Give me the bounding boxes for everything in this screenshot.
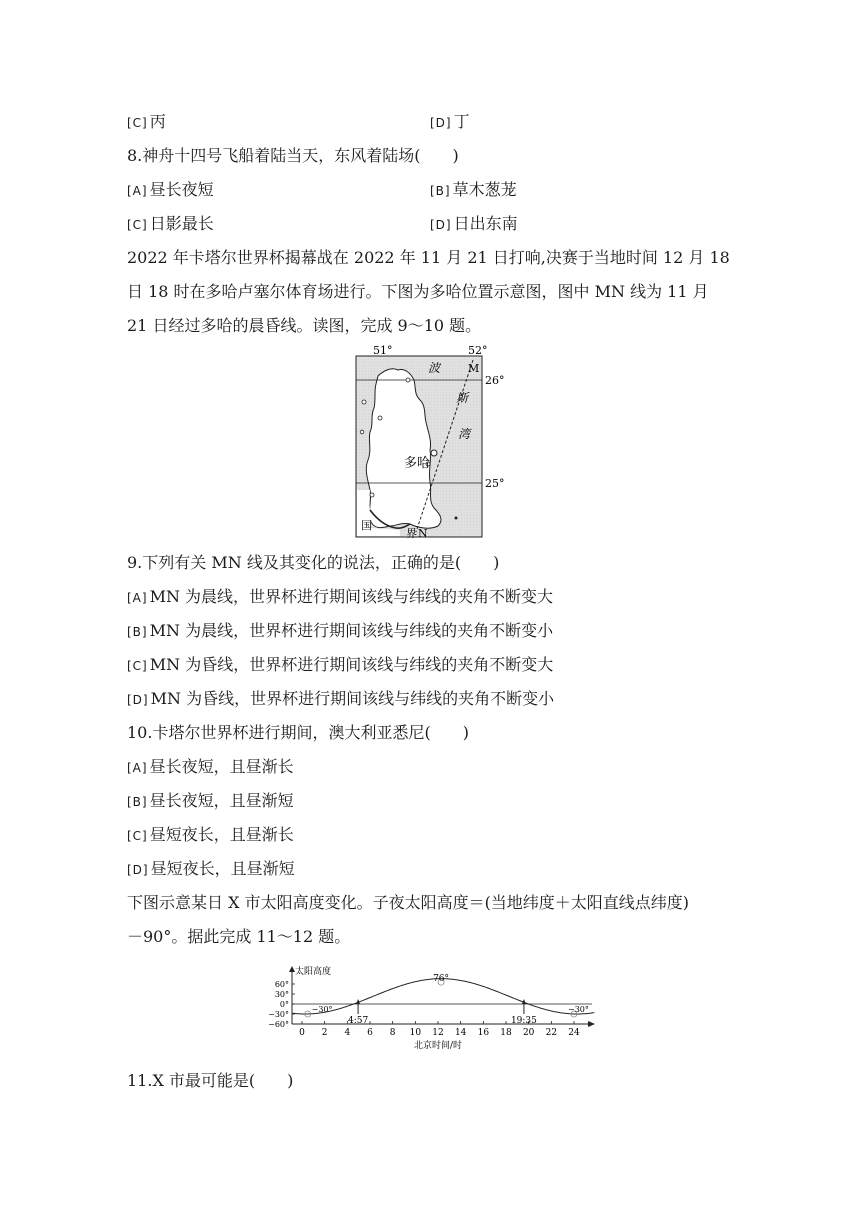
- x-tick-label: 0: [299, 1028, 305, 1038]
- option-tag: [C]: [127, 218, 148, 232]
- island: [362, 400, 366, 404]
- option-text: MN 为昏线，世界杯进行期间该线与纬线的夹角不断变小: [150, 689, 555, 708]
- y-tick-label: −30°: [268, 1010, 289, 1019]
- x-tick-label: 22: [545, 1028, 558, 1038]
- x-tick-label: 8: [389, 1028, 396, 1038]
- town-marker: [370, 493, 374, 497]
- x-axis-arrow: [588, 1021, 595, 1027]
- material2-line-1: 下图示意某日 X 市太阳高度变化。子夜太阳高度＝(当地纬度＋太阳直线点纬度): [127, 893, 690, 912]
- lat-label-top: 26°: [485, 374, 505, 387]
- q7-option-d[interactable]: [430, 110, 470, 135]
- option-text: 昼长夜短: [149, 180, 214, 199]
- sunset-label: 19:35: [510, 1016, 537, 1026]
- max-label: 76°: [433, 974, 450, 984]
- option-text: 昼长夜短，且昼渐短: [149, 791, 294, 810]
- q10-stem: 10.卡塔尔世界杯进行期间，澳大利亚悉尼( ): [127, 723, 469, 742]
- option-text: 日影最长: [149, 214, 214, 233]
- x-axis-label: 北京时间/时: [413, 1041, 463, 1051]
- y-tick-label: 60°: [274, 980, 289, 989]
- material1-line-1: 2022 年卡塔尔世界杯揭幕战在 2022 年 11 月 21 日打响,决赛于当地时间 12 月 18: [127, 248, 730, 267]
- q9-option-b[interactable]: [127, 619, 553, 644]
- option-text: 草木葱茏: [452, 180, 517, 199]
- min-label-left: −30°: [311, 1005, 333, 1014]
- q10-option-c[interactable]: [127, 823, 294, 848]
- q8-option-a[interactable]: [127, 178, 214, 203]
- sea-label-2: 斯: [456, 391, 469, 405]
- city-label: 多哈: [404, 456, 431, 471]
- y-tick-label: −60°: [268, 1020, 289, 1029]
- x-tick-label: 20: [522, 1028, 535, 1038]
- doha-marker: [431, 450, 437, 456]
- option-tag: [B]: [127, 795, 148, 809]
- option-tag: [D]: [430, 116, 452, 130]
- material2-line-2: －90°。据此完成 11～12 题。: [127, 927, 351, 946]
- q9-option-a[interactable]: [127, 585, 553, 610]
- option-tag: [A]: [127, 591, 148, 605]
- x-tick-label: 6: [367, 1028, 373, 1038]
- town-marker: [378, 416, 382, 420]
- option-tag: [B]: [430, 184, 451, 198]
- q8-option-d[interactable]: [430, 212, 518, 237]
- q9-option-d[interactable]: [127, 687, 554, 712]
- x-tick-label: 10: [409, 1028, 422, 1038]
- option-text: MN 为昏线，世界杯进行期间该线与纬线的夹角不断变大: [149, 655, 554, 674]
- x-tick-label: 14: [454, 1028, 467, 1038]
- min-label-right: −30°: [568, 1005, 589, 1014]
- point-n-label: N: [418, 527, 428, 540]
- option-tag: [A]: [127, 184, 148, 198]
- q9-stem: 9.下列有关 MN 线及其变化的说法，正确的是( ): [127, 553, 500, 572]
- y-tick-label: 30°: [274, 990, 289, 999]
- y-tick-label: 0°: [279, 1000, 289, 1009]
- q8-option-b[interactable]: [430, 178, 517, 203]
- material1-line-2: 日 18 时在多哈卢塞尔体育场进行。下图为多哈位置示意图，图中 MN 线为 11 月: [127, 282, 709, 301]
- island: [455, 517, 458, 520]
- x-tick-label: 2: [321, 1028, 328, 1038]
- option-text: 昼短夜长，且昼渐短: [150, 859, 295, 878]
- island: [360, 430, 364, 434]
- y-axis-label: 太阳高度: [295, 967, 332, 977]
- option-text: 日出东南: [453, 214, 518, 233]
- option-tag: [A]: [127, 761, 148, 775]
- sea-label-1: 波: [428, 361, 441, 375]
- option-tag: [C]: [127, 829, 148, 843]
- q8-option-c[interactable]: [127, 212, 214, 237]
- option-text: 昼长夜短，且昼渐长: [149, 757, 294, 776]
- q8-stem: 8.神舟十四号飞船着陆当天，东风着陆场( ): [127, 146, 459, 165]
- q9-option-c[interactable]: [127, 653, 553, 678]
- x-tick-label: 12: [432, 1028, 444, 1038]
- lat-label-bottom: 25°: [485, 477, 505, 490]
- option-text: MN 为晨线，世界杯进行期间该线与纬线的夹角不断变小: [149, 621, 554, 640]
- sunrise-label: 4:57: [347, 1016, 369, 1026]
- q11-stem: 11.X 市最可能是( ): [127, 1071, 294, 1090]
- q10-option-a[interactable]: [127, 755, 294, 780]
- x-tick-label: 16: [477, 1028, 490, 1038]
- point-m-label: M: [468, 362, 480, 375]
- country-label-1: 国: [361, 519, 372, 532]
- option-tag: [C]: [127, 116, 148, 130]
- x-tick-label: 4: [344, 1028, 351, 1038]
- q10-option-b[interactable]: [127, 789, 294, 814]
- country-label-2: 界: [406, 527, 417, 540]
- option-tag: [D]: [127, 693, 149, 707]
- x-tick-label: 24: [568, 1028, 580, 1038]
- option-text: 昼短夜长，且昼渐长: [149, 825, 294, 844]
- option-tag: [C]: [127, 659, 148, 673]
- solar-altitude-chart: [258, 960, 603, 1052]
- q7-option-c[interactable]: [127, 110, 166, 135]
- material1-line-3: 21 日经过多哈的晨昏线。读图，完成 9～10 题。: [127, 316, 482, 335]
- lon-label-left: 51°: [373, 344, 393, 357]
- sea-label-3: 湾: [458, 427, 471, 441]
- option-tag: [B]: [127, 625, 148, 639]
- town-marker: [406, 378, 410, 382]
- q10-option-d[interactable]: [127, 857, 295, 882]
- doha-location-map: [340, 340, 520, 540]
- option-text: 丙: [149, 112, 166, 131]
- option-tag: [D]: [430, 218, 452, 232]
- option-tag: [D]: [127, 863, 149, 877]
- option-text: MN 为晨线，世界杯进行期间该线与纬线的夹角不断变大: [149, 587, 554, 606]
- lon-label-right: 52°: [468, 344, 488, 357]
- x-tick-label: 18: [500, 1028, 512, 1038]
- option-text: 丁: [453, 112, 470, 131]
